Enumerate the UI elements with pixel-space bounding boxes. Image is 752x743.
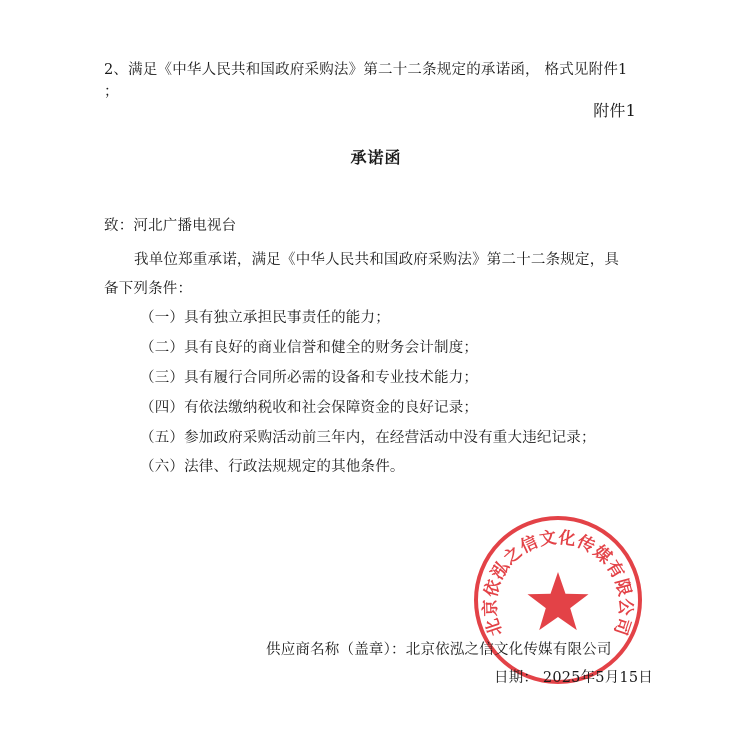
condition-item: （五）参加政府采购活动前三年内，在经营活动中没有重大违纪记录； bbox=[140, 430, 596, 446]
intro-line: 2、满足《中华人民共和国政府采购法》第二十二条规定的承诺函， 格式见附件1 bbox=[104, 62, 628, 78]
body-paragraph-line: 备下列条件： bbox=[104, 281, 193, 297]
company-seal bbox=[472, 514, 644, 686]
signature-date: 日期： 2025年5月15日 bbox=[494, 670, 653, 686]
body-paragraph-line: 我单位郑重承诺，满足《中华人民共和国政府采购法》第二十二条规定，具 bbox=[134, 252, 620, 268]
condition-item: （一）具有独立承担民事责任的能力； bbox=[140, 310, 390, 326]
condition-item: （六）法律、行政法规规定的其他条件。 bbox=[140, 459, 405, 475]
condition-item: （二）具有良好的商业信誉和健全的财务会计制度； bbox=[140, 340, 479, 356]
intro-line-continuation: ； bbox=[104, 84, 119, 100]
document-title: 承诺函 bbox=[350, 148, 402, 167]
supplier-name-line: 供应商名称（盖章）：北京依泓之信文化传媒有限公司 bbox=[266, 642, 612, 658]
addressee: 致：河北广播电视台 bbox=[104, 218, 237, 234]
attachment-label: 附件1 bbox=[593, 101, 636, 120]
condition-item: （三）具有履行合同所必需的设备和专业技术能力； bbox=[140, 370, 479, 386]
condition-item: （四）有依法缴纳税收和社会保障资金的良好记录； bbox=[140, 400, 479, 416]
seal-star-icon bbox=[528, 572, 589, 630]
seal-text: 北京依泓之信文化传媒有限公司 bbox=[480, 527, 636, 639]
